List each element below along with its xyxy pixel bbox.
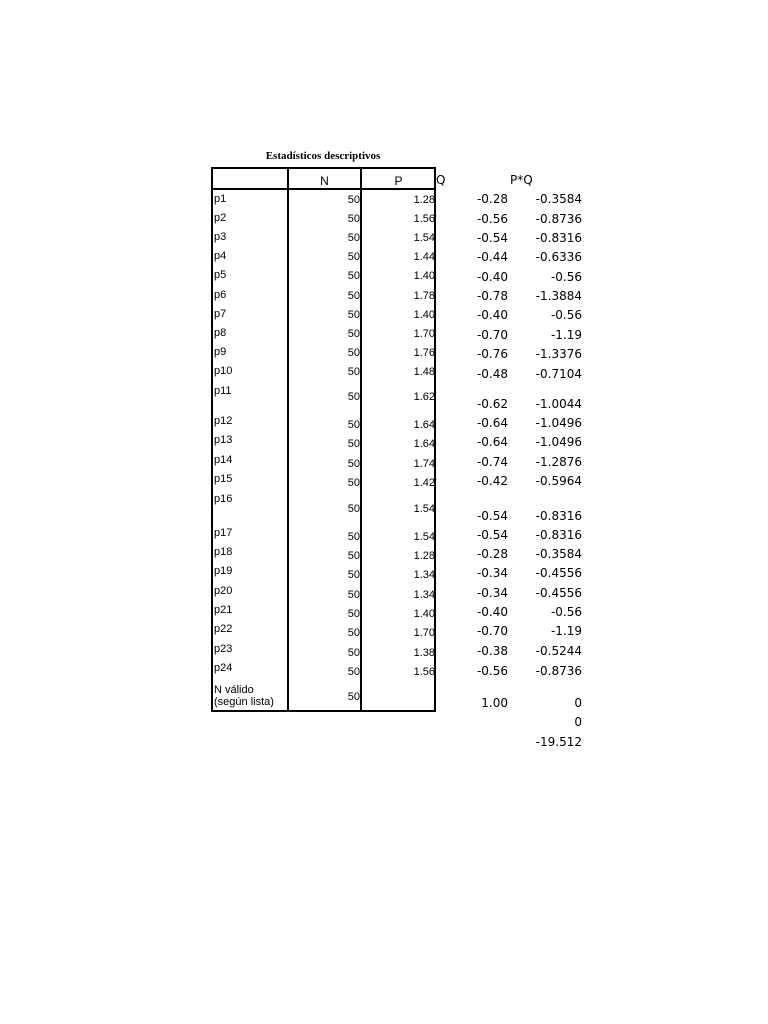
row-label: p23 [214,643,233,655]
row-label: p1 [214,193,227,205]
header-divider [213,188,434,190]
row-q-value: -0.54 [476,528,508,542]
row-q-value: -0.62 [476,397,508,411]
row-n-value: 50 [347,477,360,489]
valid-n-label [214,684,274,708]
row-n-value: 50 [347,328,360,340]
row-pq-value: -0.6336 [535,250,582,264]
row-label: p11 [214,385,232,397]
row-label: p5 [214,269,227,281]
row-pq-value: -1.3376 [535,347,582,361]
row-n-value: 50 [347,366,360,378]
valid-pq-value: 0 [574,696,582,710]
header-pq: P*Q [510,173,533,187]
row-label: p17 [214,527,233,539]
row-p-value: 1.44 [413,251,435,263]
row-n-value: 50 [347,251,360,263]
row-p-value: 1.34 [413,569,435,581]
row-label: p20 [214,585,233,597]
row-n-value: 50 [347,666,360,678]
row-pq-value: -0.4556 [535,586,582,600]
row-q-value: -0.56 [476,212,508,226]
extra-value: 0 [574,715,582,729]
row-p-value: 1.70 [413,627,435,639]
row-pq-value: -1.3884 [535,289,582,303]
row-p-value: 1.34 [413,589,435,601]
row-q-value: -0.40 [476,270,508,284]
row-n-value: 50 [347,569,360,581]
row-p-value: 1.64 [413,438,435,450]
row-pq-value: -1.0044 [535,397,582,411]
row-label: p4 [214,250,227,262]
row-label: p24 [214,662,233,674]
row-q-value: -0.48 [476,367,508,381]
row-pq-value: -0.8316 [535,231,582,245]
row-pq-value: -1.0496 [535,435,582,449]
row-n-value: 50 [347,531,360,543]
row-q-value: -0.54 [476,231,508,245]
row-p-value: 1.40 [413,608,435,620]
row-q-value: -0.64 [476,416,508,430]
row-p-value: 1.42 [413,477,435,489]
row-label: p7 [214,308,227,320]
row-p-value: 1.48 [413,366,435,378]
row-q-value: -0.74 [476,455,508,469]
row-p-value: 1.54 [413,503,435,515]
row-q-value: -0.76 [476,347,508,361]
row-p-value: 1.78 [413,290,435,302]
row-n-value: 50 [347,232,360,244]
row-p-value: 1.38 [413,647,435,659]
row-p-value: 1.62 [413,391,435,403]
row-q-value: -0.42 [476,474,508,488]
row-pq-value: -0.3584 [535,547,582,561]
row-n-value: 50 [347,438,360,450]
row-q-value: -0.56 [476,664,508,678]
row-pq-value: -0.8316 [535,509,582,523]
row-label: p2 [214,212,227,224]
header-p: P [394,174,403,188]
row-label: p12 [214,415,233,427]
row-pq-value: -1.19 [550,328,582,342]
row-pq-value: -1.0496 [535,416,582,430]
row-pq-value: -0.8736 [535,664,582,678]
row-q-value: -0.70 [476,624,508,638]
row-pq-value: -0.8736 [535,212,582,226]
row-p-value: 1.64 [413,419,435,431]
row-label: p14 [214,454,233,466]
row-q-value: -0.34 [476,586,508,600]
total-value: -19.512 [535,735,582,749]
row-label: p19 [214,565,233,577]
row-n-value: 50 [347,194,360,206]
row-label: p16 [214,493,233,505]
row-p-value: 1.54 [413,232,435,244]
row-label: p10 [214,365,233,377]
row-pq-value: -0.3584 [535,192,582,206]
row-n-value: 50 [347,550,360,562]
row-pq-value: -1.2876 [535,455,582,469]
valid-q-value: 1.00 [481,696,508,710]
row-p-value: 1.40 [413,309,435,321]
row-q-value: -0.40 [476,605,508,619]
row-label: p6 [214,289,227,301]
valid-n-label-line1: N válido [214,684,254,696]
row-p-value: 1.76 [413,347,435,359]
row-label: p8 [214,327,227,339]
table-title: Estadísticos descriptivos [265,150,381,162]
valid-n-label-line2: (según lista) [214,696,274,708]
row-q-value: -0.64 [476,435,508,449]
row-n-value: 50 [347,458,360,470]
row-n-value: 50 [347,608,360,620]
row-q-value: -0.34 [476,566,508,580]
row-pq-value: -0.4556 [535,566,582,580]
row-pq-value: -0.5244 [535,644,582,658]
row-p-value: 1.56 [413,213,435,225]
row-n-value: 50 [347,503,360,515]
row-pq-value: -1.19 [550,624,582,638]
row-p-value: 1.70 [413,328,435,340]
row-p-value: 1.40 [413,270,435,282]
row-p-value: 1.56 [413,666,435,678]
row-q-value: -0.54 [476,509,508,523]
row-n-value: 50 [347,213,360,225]
row-q-value: -0.78 [476,289,508,303]
row-q-value: -0.38 [476,644,508,658]
row-pq-value: -0.56 [550,308,582,322]
row-label: p13 [214,434,233,446]
descriptive-stats-table [211,167,436,712]
row-n-value: 50 [347,589,360,601]
row-label: p21 [214,604,233,616]
row-p-value: 1.54 [413,531,435,543]
row-n-value: 50 [347,647,360,659]
row-label: p22 [214,623,233,635]
row-pq-value: -0.56 [550,605,582,619]
row-q-value: -0.28 [476,192,508,206]
row-n-value: 50 [347,309,360,321]
valid-n-value: 50 [347,691,360,703]
row-pq-value: -0.56 [550,270,582,284]
row-label: p18 [214,546,233,558]
row-label: p15 [214,473,233,485]
row-pq-value: -0.8316 [535,528,582,542]
row-label: p9 [214,346,227,358]
row-q-value: -0.70 [476,328,508,342]
row-n-value: 50 [347,419,360,431]
row-n-value: 50 [347,391,360,403]
row-p-value: 1.28 [413,550,435,562]
row-n-value: 50 [347,270,360,282]
row-n-value: 50 [347,627,360,639]
row-q-value: -0.28 [476,547,508,561]
row-pq-value: -0.7104 [535,367,582,381]
row-q-value: -0.40 [476,308,508,322]
row-n-value: 50 [347,290,360,302]
row-n-value: 50 [347,347,360,359]
row-p-value: 1.74 [413,458,435,470]
row-p-value: 1.28 [413,194,435,206]
row-label: p3 [214,231,227,243]
header-q: Q [436,173,446,187]
row-pq-value: -0.5964 [535,474,582,488]
header-n: N [320,174,329,188]
row-q-value: -0.44 [476,250,508,264]
